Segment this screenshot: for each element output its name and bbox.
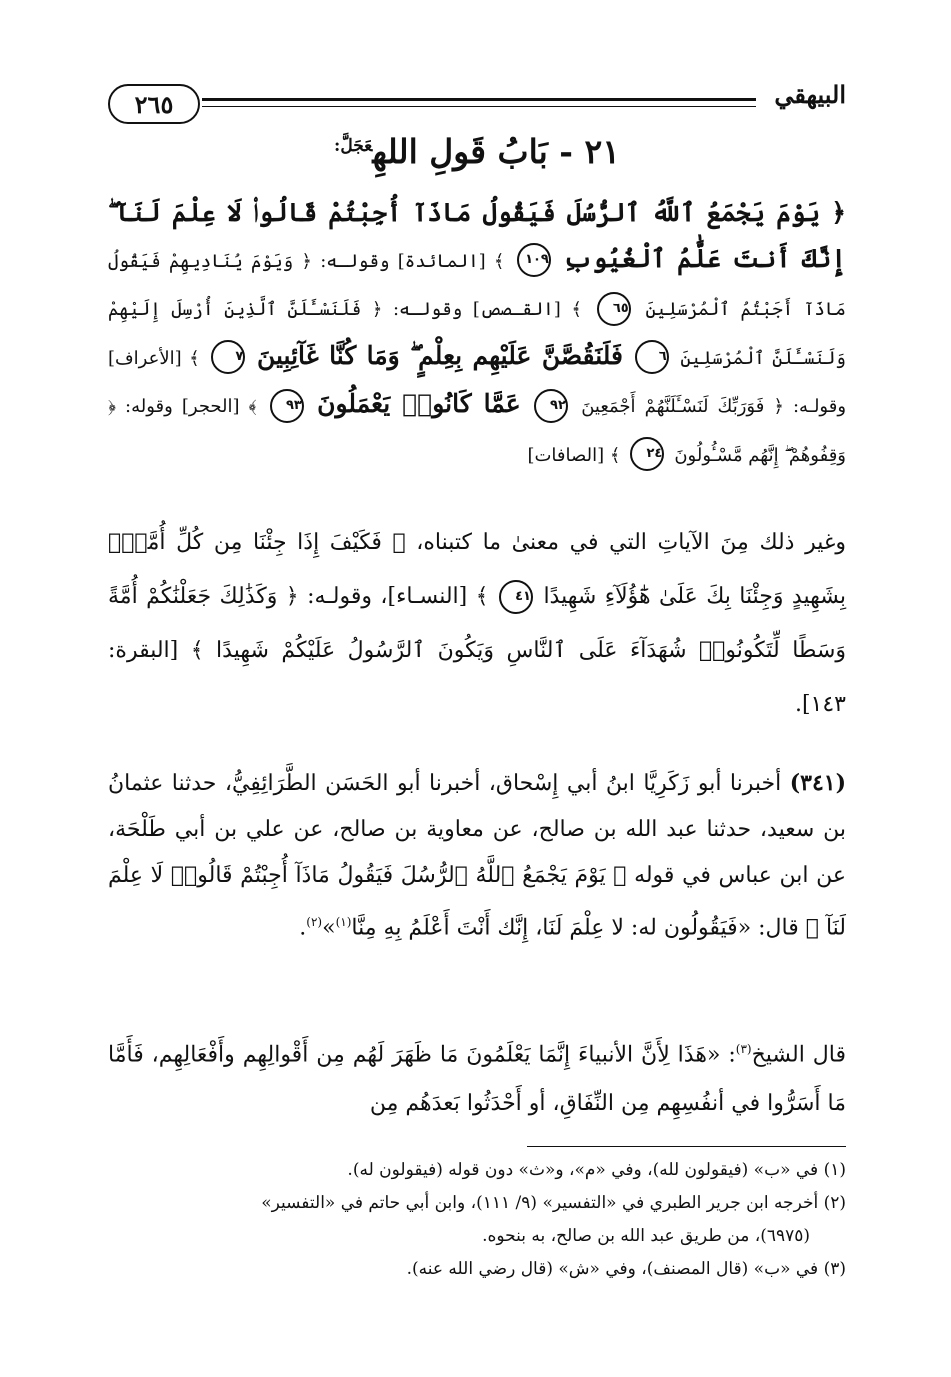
chapter-heading [108, 132, 846, 171]
shaykh-paragraph [108, 1025, 846, 1128]
footnote-ref: (٢) [306, 915, 323, 929]
commentary-paragraph [108, 516, 846, 732]
ayah-number: ٦٥ [597, 292, 631, 326]
paragraph-text: : «هَذَا لِأَنَّ الأنبياءَ إِنَّمَا يَعْلَمُونَ مَا ظَهَرَ لَهُم مِن أَقْوالِهِم وأَفْعَالِهِم، فَأَمَّا مَا أَسَرُّوا في أنفُسِهِم مِن النِّفَاقِ، أو أَحْدَثُوا بَعدَهُم مِن [108, 1042, 846, 1117]
hadith-text: . [299, 915, 307, 941]
page-number: ٢٦٥ [108, 84, 200, 124]
verse-source: ﴾ [الأعراف] وقولـه: ﴿ فَوَرَبِّكَ لَنَسْـَٔلَنَّهُمْ أَجْمَعِينَ [108, 347, 847, 417]
footnote-ref: (١) [335, 915, 352, 929]
ayah-number: ٢٤ [630, 437, 664, 471]
verse-text: ﴿ يَوْمَ يَجْمَعُ ٱللَّهُ ٱلرُّسُلَ فَيَقُولُ مَاذَآ أُجِبْتُمْ قَالُوا۟ لَا عِلْمَ لَنَآ ۖ إِنَّكَ أَنتَ عَلَّٰمُ ٱلْغُيُوبِ [108, 198, 846, 273]
paragraph-text: ﴾ [النسـاء]، وقولـه: ﴿ وَكَذَٰلِكَ جَعَلْنَٰكُمْ أُمَّةً وَسَطًا لِّتَكُونُوا۟ شُهَدَآءَ عَلَى ٱلنَّاسِ وَيَكُونَ ٱلرَّسُولُ عَلَيْكُمْ شَهِيدًا ﴾ [البقرة: ١٤٣]. [108, 584, 846, 717]
verse-source: ﴾ [الصافات] [527, 444, 621, 466]
footnote-item: (١) في «ب» (فيقولون لله)، وفي «م»، و«ث» دون قوله (فيقولون له). [347, 1160, 846, 1180]
ayah-number: ٧ [211, 340, 245, 374]
honorific-glyph: عَجَلَّ: [334, 136, 373, 156]
footnote-ref: (٣) [735, 1042, 752, 1056]
footnote-item: (٦٩٧٥)، من طريق عبد الله بن صالح، به بنحوه. [482, 1226, 810, 1246]
verse-text: عَمَّا كَانُوا۟ يَعْمَلُونَ [317, 389, 521, 418]
book-title: البيهقي [774, 80, 846, 109]
hadith-text: » [322, 915, 336, 941]
page-header [108, 78, 846, 130]
footnote-divider [527, 1146, 846, 1147]
footnote-item: (٣) في «ب» (قال المصنف)، وفي «ش» (قال رضي الله عنه). [406, 1259, 846, 1279]
paragraph-text: وغير ذلك مِنَ الآياتِ التي في معنىٰ ما كتبناه، ﴿ فَكَيْفَ إِذَا جِئْنَا مِن كُلِّ أُمَّةٍۭ بِشَهِيدٍ وَجِئْنَا بِكَ عَلَىٰ هَٰٓؤُلَآءِ شَهِيدًا [108, 530, 847, 609]
verse-source: ﴾ [الحجر] وقوله: ﴿ وَقِفُوهُمْ ۖ إِنَّهُم مَّسْـُٔولُونَ [108, 396, 846, 466]
verse-source: ﴾ [المائدة] وقولـه: ﴿ وَيَوْمَ يُنَادِيهِمْ فَيَقُولُ مَاذَآ أَجَبْتُمُ ٱلْمُرْسَلِينَ [108, 250, 846, 320]
quran-verses-block [108, 190, 846, 478]
ayah-number: ٩٢ [534, 389, 568, 423]
header-rule [202, 98, 756, 107]
hadith-paragraph [108, 760, 846, 951]
paragraph-text: قال الشيخ [751, 1042, 846, 1068]
ayah-number: ٤١ [499, 580, 533, 614]
footnotes [108, 1154, 846, 1286]
hadith-number: (٣٤١) [789, 770, 846, 796]
ayah-number: ٦ [635, 340, 669, 374]
ayah-number: ٩٣ [270, 389, 304, 423]
chapter-title: ٢١ - بَابُ قَولِ اللهِ [372, 132, 620, 171]
verse-text: فَلَنَقُصَّنَّ عَلَيْهِم بِعِلْمٍ ۖ وَمَا كُنَّا غَآئِبِينَ [256, 340, 623, 370]
verse-source: ﴾ [القـصص] وقولـه: ﴿ فَلَنَسْـَٔلَنَّ ٱلَّذِينَ أُرْسِلَ إِلَيْهِمْ وَلَنَسْـَٔلَنَّ ٱلْمُرْسَلِينَ [108, 299, 846, 369]
ayah-number: ١٠٩ [517, 243, 551, 277]
footnote-item: (٢) أخرجه ابن جرير الطبري في «التفسير» (٩/ ١١١)، وابن أبي حاتم في «التفسير» [261, 1193, 846, 1213]
hadith-text: أخبرنا أبو زَكَرِيَّا ابنُ أبي إِسْحاق، أخبرنا أبو الحَسَن الطَّرَائِفِيُّ، حدثنا عثمانُ بن سعيد، حدثنا عبد الله بن صالح، عن معاوية بن صالح، عن علي بن أبي طَلْحَة، عن ابن عباس في قوله ﴿ يَوْمَ يَجْمَعُ ٱللَّهُ ٱلرُّسُلَ فَيَقُولُ مَاذَآ أُجِبْتُمْ قَالُوا۟ لَا عِلْمَ لَنَآ ﴾ قال: «فَيَقُولُون له: لا عِلْمَ لَنَا، إِنَّك أَنْتَ أَعْلَمُ بِهِ مِنَّا [108, 771, 846, 941]
